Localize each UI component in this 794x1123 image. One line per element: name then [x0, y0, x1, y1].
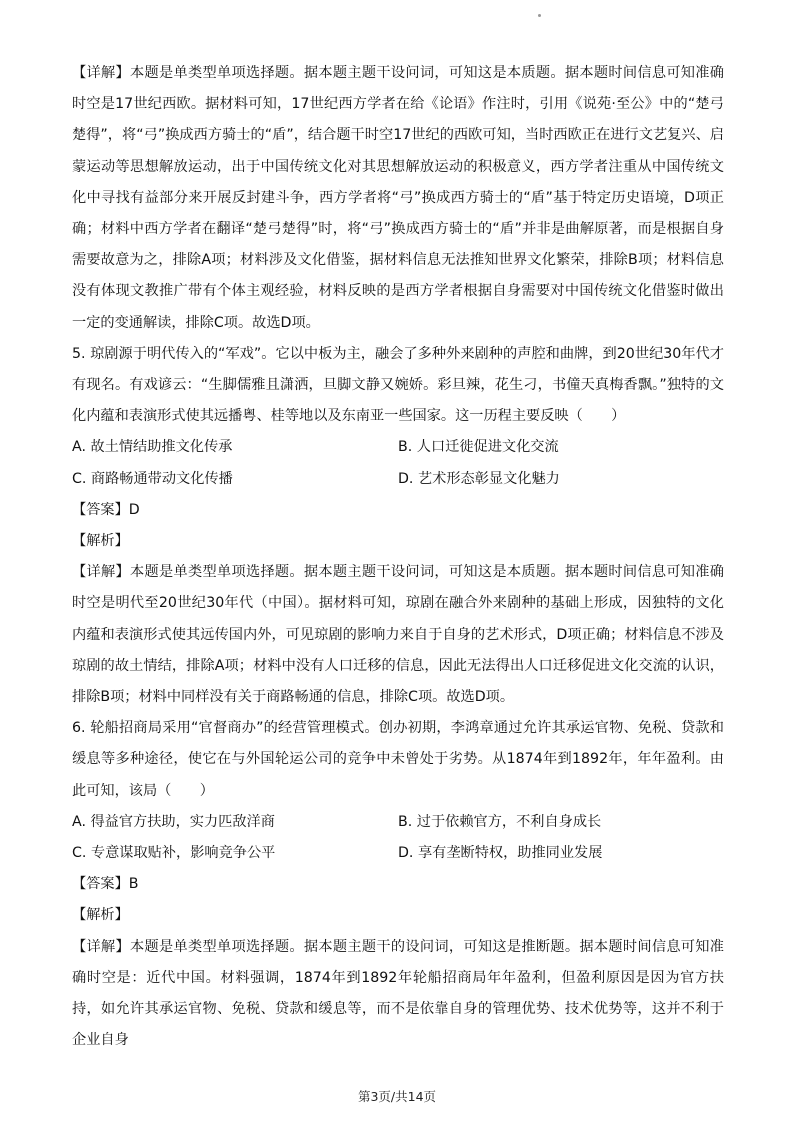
question-6-stem: 6. 轮船招商局采用“官督商办”的经营管理模式。创办初期，李鸿章通过允许其承运官物、免税、贷款和缓息等多种途径，使它在与外国轮运公司的竞争中未曾处于劣势。从1874年到1892年，年年盈利。由此可知，该局（ ）	[72, 720, 724, 799]
q6-option-c: C. 专意谋取贴补，影响竞争公平	[72, 845, 276, 862]
q6-option-a: A. 得益官方扶助，实力匹敌洋商	[72, 813, 275, 830]
page-number: 第3页/共14页	[357, 1089, 437, 1104]
q5-option-b: B. 人口迁徙促进文化交流	[398, 439, 559, 456]
q6-analysis-heading: 【解析】	[72, 907, 129, 924]
scan-dot	[538, 14, 541, 17]
q5-option-d: D. 艺术形态彰显文化魅力	[398, 470, 560, 487]
page-content	[72, 58, 724, 1057]
q5-answer: 【答案】D	[72, 501, 140, 518]
question-5-options	[72, 432, 724, 494]
q6-option-b: B. 过于依赖官方，不利自身成长	[398, 813, 602, 830]
q5-analysis-heading: 【解析】	[72, 533, 129, 550]
explanation-q4: 【详解】本题是单类型单项选择题。据本题主题干设问词，可知这是本质题。据本题时间信息可知准确时空是17世纪西欧。据材料可知，17世纪西方学者在给《论语》作注时，引用《说苑·至公》中的“楚弓楚得”，将“弓”换成西方骑士的“盾”，结合题干时空17世纪的西欧可知，当时西欧正在进行文艺复兴、启蒙运动等思想解放运动，出于中国传统文化对其思想解放运动的积极意义，西方学者注重从中国传统文化中寻找有益部分来开展反封建斗争，西方学者将“弓”换成西方骑士的“盾”基于特定历史语境，D项正确；材料中西方学者在翻译“楚弓楚得”时，将“弓”换成西方骑士的“盾”并非是曲解原著，而是根据自身需要故意为之，排除A项；材料涉及文化借鉴，据材料信息无法推知世界文化繁荣，排除B项；材料信息没有体现文教推广带有个体主观经验，材料反映的是西方学者根据自身需要对中国传统文化借鉴时做出一定的变通解读，排除C项。故选D项。	[72, 65, 724, 331]
explanation-q6: 【详解】本题是单类型单项选择题。据本题主题干的设问词，可知这是推断题。据本题时间信息可知准确时空是：近代中国。材料强调，1874年到1892年轮船招商局年年盈利，但盈利原因是因为官方扶持，如允许其承运官物、免税、贷款和缓息等，而不是依靠自身的管理优势、技术优势等，这并不利于企业自身	[72, 938, 724, 1049]
q6-option-d: D. 享有垄断特权，助推同业发展	[398, 845, 603, 862]
q5-option-a: A. 故土情结助推文化传承	[72, 439, 233, 456]
q5-option-c: C. 商路畅通带动文化传播	[72, 470, 233, 487]
question-5-stem: 5. 琼剧源于明代传入的“军戏”。它以中板为主，融会了多种外来剧种的声腔和曲牌，到20世纪30年代才有现名。有戏谚云：“生脚儒雅且潇洒，旦脚文静又婉娇。彩旦辣，花生刁，书僮天真梅香飘。”独特的文化内蕴和表演形式使其远播粤、桂等地以及东南亚一些国家。这一历程主要反映（ ）	[72, 345, 724, 425]
question-6-options	[72, 807, 724, 869]
explanation-q5: 【详解】本题是单类型单项选择题。据本题主题干设问词，可知这是本质题。据本题时间信息可知准确时空是明代至20世纪30年代（中国）。据材料可知，琼剧在融合外来剧种的基础上形成，因独特的文化内蕴和表演形式使其远传国内外，可见琼剧的影响力来自于自身的艺术形式，D项正确；材料信息不涉及琼剧的故土情结，排除A项；材料中没有人口迁移的信息，因此无法得出人口迁移促进文化交流的认识，排除B项；材料中同样没有关于商路畅通的信息，排除C项。故选D项。	[72, 564, 724, 706]
q6-answer: 【答案】B	[72, 876, 139, 893]
